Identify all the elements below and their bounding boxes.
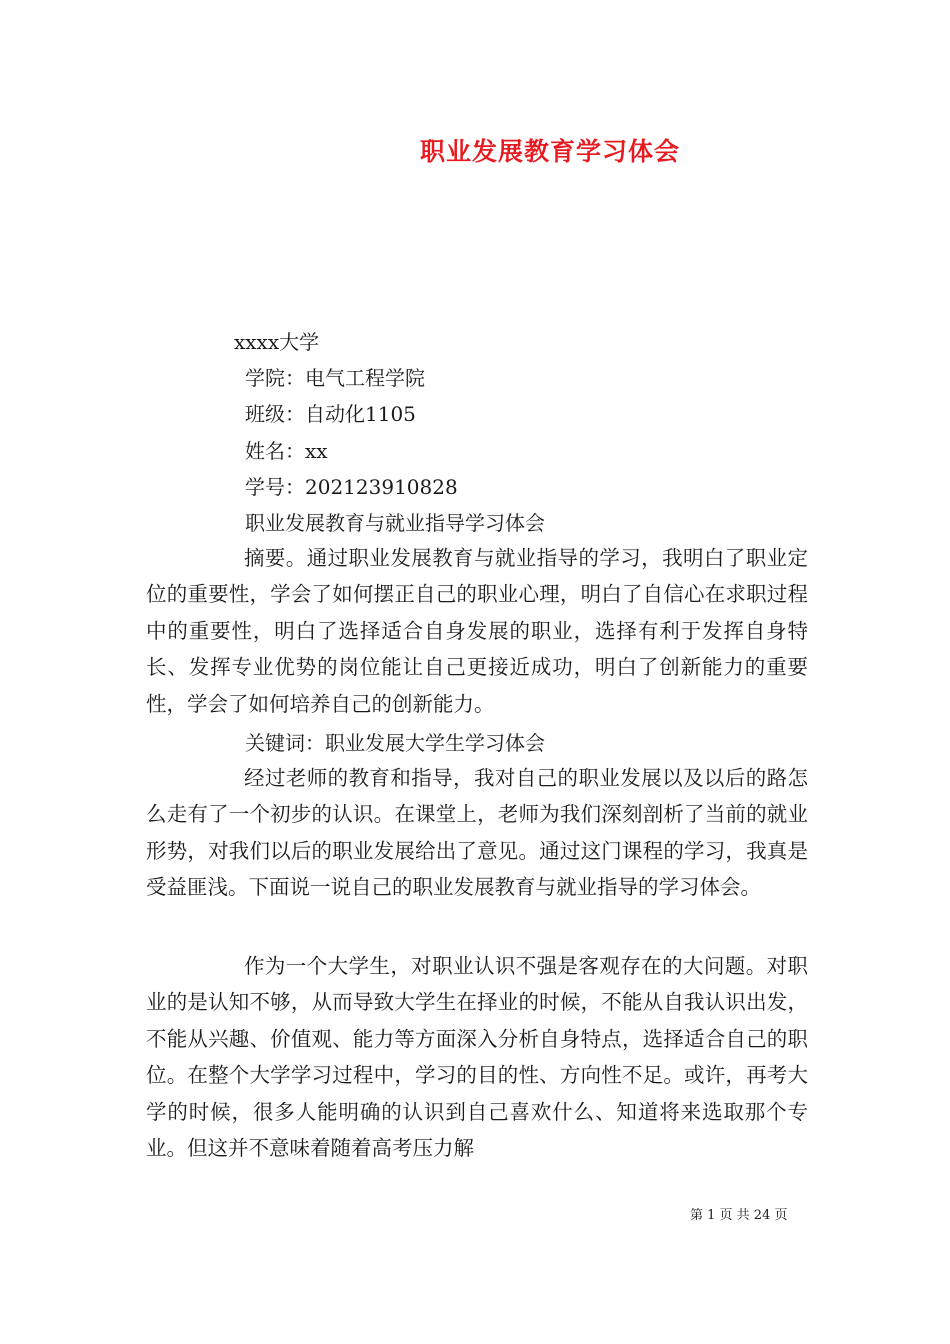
paragraph-text: 作为一个大学生，对职业认识不强是客观存在的大问题。对职业的是认知不够，从而导致大学生在择业的时候，不能从自我认识出发，不能从兴趣、价值观、能力等方面深入分析自身特点，选择适合自己的职位。在整个大学学习过程中，学习的目的性、方向性不足。或许，再考大学的时候，很多人能明确的认识到自己喜欢什么、知道将来选取那个专业。但这并不意味着随着高考压力解 bbox=[146, 954, 808, 1161]
college-line: 学院：电气工程学院 bbox=[245, 366, 425, 390]
student-id-line: 学号：202123910828 bbox=[245, 475, 458, 499]
abstract-text: 摘要。通过职业发展教育与就业指导的学习，我明白了职业定位的重要性，学会了如何摆正自己的职业心理，明白了自信心在求职过程中的重要性，明白了选择适合自身发展的职业，选择有利于发挥自身特长、发挥专业优势的岗位能让自己更接近成功，明白了创新能力的重要性，学会了如何培养自己的创新能力。 bbox=[146, 546, 808, 716]
body-paragraph-1 bbox=[146, 760, 808, 906]
page-number-footer: 第 1 页 共 24 页 bbox=[690, 1208, 788, 1223]
body-paragraph-2 bbox=[146, 948, 808, 1166]
document-title: 职业发展教育学习体会 bbox=[419, 137, 680, 166]
university-line: xxxx大学 bbox=[234, 330, 320, 354]
keywords-line: 关键词：职业发展大学生学习体会 bbox=[245, 731, 545, 755]
class-line: 班级：自动化1105 bbox=[245, 402, 416, 426]
abstract-paragraph bbox=[146, 540, 808, 722]
paragraph-text: 经过老师的教育和指导，我对自己的职业发展以及以后的路怎么走有了一个初步的认识。在课堂上，老师为我们深刻剖析了当前的就业形势，对我们以后的职业发展给出了意见。通过这门课程的学习，我真是受益匪浅。下面说一说自己的职业发展教育与就业指导的学习体会。 bbox=[146, 766, 808, 900]
name-line: 姓名：xx bbox=[245, 439, 328, 463]
subtitle-line: 职业发展教育与就业指导学习体会 bbox=[245, 511, 545, 535]
